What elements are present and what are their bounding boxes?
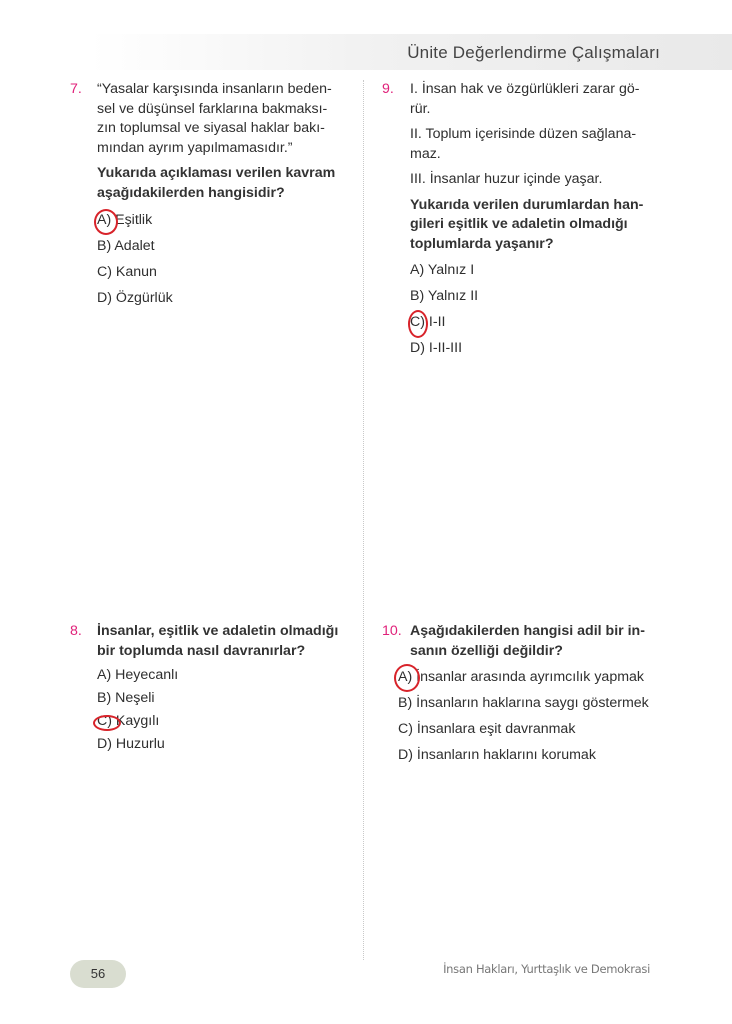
option-label: B) Adalet <box>97 238 155 254</box>
option-c[interactable] <box>398 716 682 742</box>
option-a[interactable] <box>97 207 355 233</box>
question-number: 8. <box>70 623 82 639</box>
question-prompt-line: sanın özelliği değildir? <box>410 642 563 659</box>
question-prompt-line: Aşağıdakilerden hangisi adil bir in- <box>410 623 645 639</box>
option-label: C) I-II <box>410 314 446 330</box>
option-label: C) Kanun <box>97 264 157 280</box>
option-label: C) İnsanlara eşit davranmak <box>398 721 576 737</box>
option-label: D) Özgürlük <box>97 290 173 306</box>
question-prompt-line: aşağıdakilerden hangisidir? <box>97 184 285 201</box>
book-title: İnsan Hakları, Yurttaşlık ve Demokrasi <box>443 962 650 976</box>
option-label: D) İnsanların haklarını korumak <box>398 747 596 763</box>
column-divider <box>363 80 364 960</box>
option-label: D) Huzurlu <box>97 736 165 752</box>
question-8 <box>70 622 355 756</box>
question-number: 7. <box>70 81 82 97</box>
option-b[interactable] <box>398 690 682 716</box>
question-number: 10. <box>382 623 402 639</box>
question-prompt-line: bir toplumda nasıl davranırlar? <box>97 642 306 659</box>
option-b[interactable] <box>410 283 667 309</box>
option-label: B) Neşeli <box>97 690 155 706</box>
option-c[interactable] <box>97 710 355 733</box>
option-a[interactable] <box>398 664 682 690</box>
statement-line: I. İnsan hak ve özgürlükleri zarar gö- <box>410 81 640 97</box>
question-9 <box>382 80 667 361</box>
question-stem-line: sel ve düşünsel farklarına bakmaksı- <box>97 100 328 117</box>
option-label: D) I-II-III <box>410 340 463 356</box>
option-d[interactable] <box>410 335 667 361</box>
question-stem-line: “Yasalar karşısında insanların beden- <box>97 81 332 97</box>
question-prompt-line: Yukarıda verilen durumlardan han- <box>410 196 644 213</box>
option-label: A) Heyecanlı <box>97 667 179 683</box>
question-stem-line: zın toplumsal ve siyasal haklar bakı- <box>97 120 325 136</box>
option-c[interactable] <box>410 309 667 335</box>
option-d[interactable] <box>97 733 355 756</box>
option-b[interactable] <box>97 233 355 259</box>
option-a[interactable] <box>410 257 667 283</box>
option-c[interactable] <box>97 259 355 285</box>
option-label: C) Kaygılı <box>97 713 160 729</box>
statement-line: maz. <box>410 145 441 162</box>
question-prompt-line: gileri eşitlik ve adaletin olmadığı <box>410 216 628 232</box>
option-d[interactable] <box>97 285 355 311</box>
question-number: 9. <box>382 81 394 97</box>
question-prompt-line: Yukarıda açıklaması verilen kavram <box>97 165 336 181</box>
unit-title: Ünite Değerlendirme Çalışmaları <box>407 43 660 62</box>
page-number-badge: 56 <box>70 960 126 988</box>
option-label: B) İnsanların haklarına saygı göstermek <box>398 695 649 711</box>
statement-line: III. İnsanlar huzur içinde yaşar. <box>410 171 603 187</box>
statement-line: rür. <box>410 100 431 117</box>
question-stem-line: mından ayrım yapılmamasıdır.” <box>97 139 293 156</box>
question-10 <box>382 622 682 768</box>
question-prompt-line: toplumlarda yaşanır? <box>410 235 554 252</box>
option-label: B) Yalnız II <box>410 288 479 304</box>
option-a[interactable] <box>97 664 355 687</box>
statement-line: II. Toplum içerisinde düzen sağlana- <box>410 126 637 142</box>
option-b[interactable] <box>97 687 355 710</box>
option-d[interactable] <box>398 742 682 768</box>
option-label: A) Eşitlik <box>97 212 153 228</box>
question-7 <box>70 80 355 311</box>
question-prompt-line: İnsanlar, eşitlik ve adaletin olmadığı <box>97 623 339 639</box>
option-label: A) İnsanlar arasında ayrımcılık yapmak <box>398 669 645 685</box>
option-label: A) Yalnız I <box>410 262 475 278</box>
